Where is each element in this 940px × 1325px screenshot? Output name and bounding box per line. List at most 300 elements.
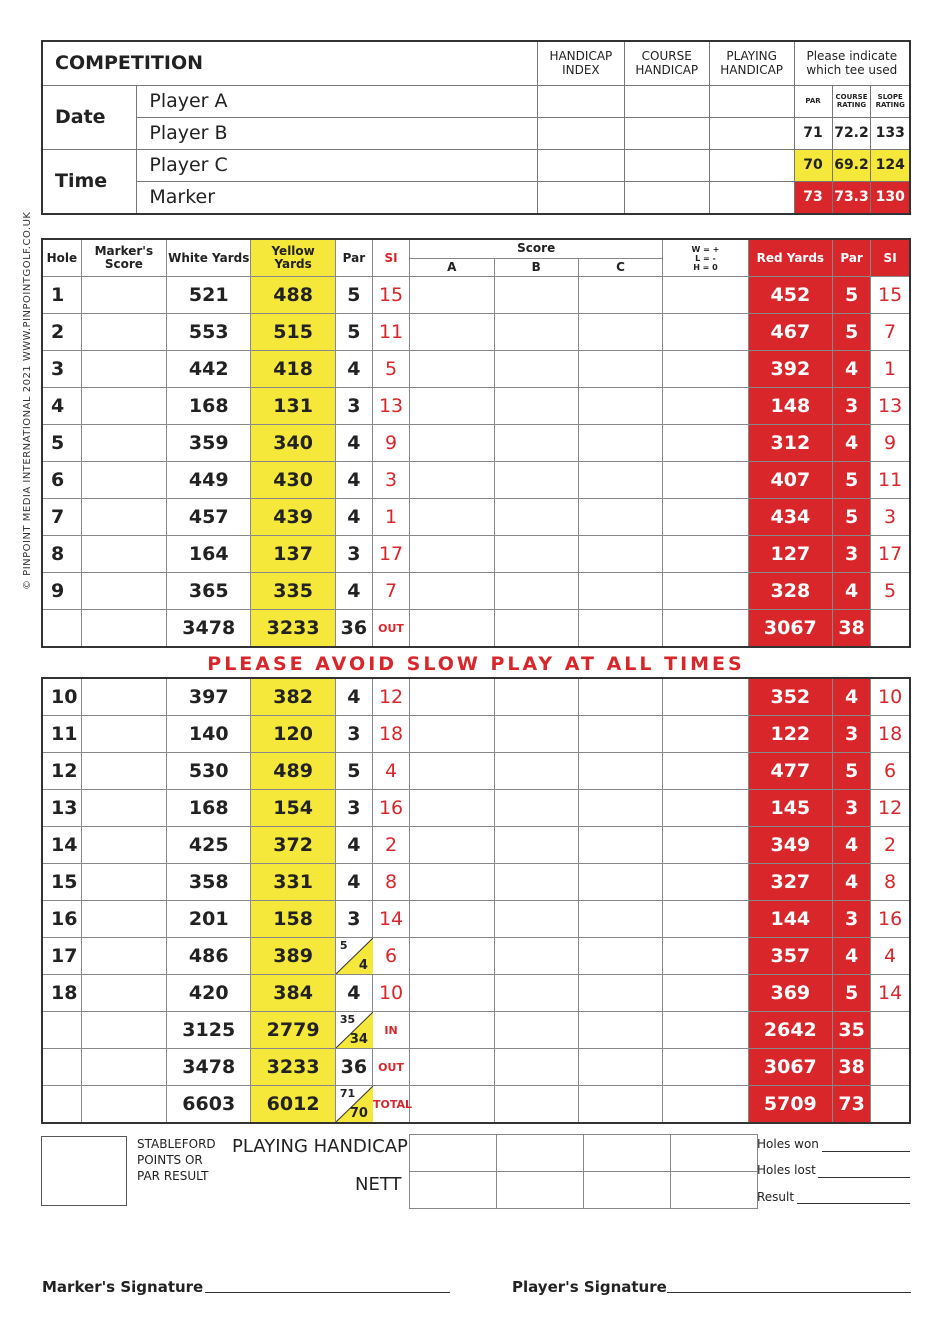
hole-row [42, 901, 910, 938]
score-c-cell[interactable] [578, 388, 662, 425]
white-tee-course-rating[interactable]: 72.2 [832, 117, 871, 149]
red-stroke-index: 11 [871, 462, 910, 499]
wlh-cell[interactable] [663, 388, 748, 425]
red-yards: 3067 [748, 1049, 832, 1086]
wlh-cell[interactable] [663, 351, 748, 388]
red-yards: 148 [748, 388, 832, 425]
score-c-cell[interactable] [578, 1086, 662, 1124]
hole-row [42, 351, 910, 388]
nett-wlh-cell[interactable] [671, 1172, 758, 1209]
stroke-index: 4 [372, 753, 409, 790]
player-a-course-handicap[interactable] [624, 85, 709, 117]
red-stroke-index: 1 [871, 351, 910, 388]
nett-b-cell[interactable] [497, 1172, 584, 1209]
red-stroke-index [871, 1049, 910, 1086]
red-tee-course-rating[interactable]: 73.3 [832, 181, 871, 214]
stroke-index: 15 [372, 277, 409, 314]
handicap-wlh-cell[interactable] [671, 1135, 758, 1172]
wlh-cell[interactable] [663, 938, 748, 975]
total-label: IN [372, 1012, 409, 1049]
player-c-handicap-index[interactable] [537, 149, 624, 181]
marker-score-cell[interactable] [81, 536, 166, 573]
hole-number [42, 1049, 81, 1086]
score-c-cell[interactable] [578, 938, 662, 975]
score-c-cell[interactable] [578, 610, 662, 648]
white-yards: 442 [167, 351, 251, 388]
score-c-cell[interactable] [578, 351, 662, 388]
wlh-cell[interactable] [663, 425, 748, 462]
par-value: 3 [335, 716, 372, 753]
player-c-course-handicap[interactable] [624, 149, 709, 181]
marker-score-cell[interactable] [81, 462, 166, 499]
stroke-index: 10 [372, 975, 409, 1012]
par-value: 5 [335, 753, 372, 790]
red-stroke-index: 15 [871, 277, 910, 314]
white-tee-slope-rating[interactable]: 133 [871, 117, 910, 149]
player-b-handicap-index[interactable] [537, 117, 624, 149]
red-par-header: Par [833, 239, 871, 277]
marker-score-cell[interactable] [81, 425, 166, 462]
yellow-yards: 3233 [251, 1049, 335, 1086]
score-a-cell[interactable] [410, 753, 494, 790]
slow-play-banner: PLEASE AVOID SLOW PLAY AT ALL TIMES [207, 653, 745, 675]
marker-score-cell[interactable] [81, 351, 166, 388]
red-par: 4 [833, 938, 871, 975]
red-yards: 477 [748, 753, 832, 790]
score-b-cell[interactable] [494, 314, 578, 351]
wlh-cell[interactable] [663, 1086, 748, 1124]
marker-course-handicap[interactable] [624, 181, 709, 214]
player-signature-label: Player's Signature [512, 1278, 667, 1296]
handicap-c-cell[interactable] [584, 1135, 671, 1172]
white-yards: 530 [167, 753, 251, 790]
marker-handicap-index[interactable] [537, 181, 624, 214]
score-b-cell[interactable] [494, 716, 578, 753]
red-par: 73 [833, 1086, 871, 1124]
hole-number: 14 [42, 827, 81, 864]
score-b-cell[interactable] [494, 573, 578, 610]
red-par: 3 [833, 716, 871, 753]
stroke-index: 3 [372, 462, 409, 499]
nett-a-cell[interactable] [410, 1172, 497, 1209]
red-yards: 467 [748, 314, 832, 351]
white-yards: 359 [167, 425, 251, 462]
out-total-row [42, 1049, 910, 1086]
par-value: 4 [335, 678, 372, 716]
yellow-yards: 430 [251, 462, 335, 499]
yellow-yards: 154 [251, 790, 335, 827]
hole-number: 17 [42, 938, 81, 975]
par-value: 4 [335, 425, 372, 462]
score-c-cell[interactable] [578, 277, 662, 314]
player-a-label: Player A [137, 85, 538, 117]
hole-header: Hole [42, 239, 81, 277]
tee-col-course-rating: COURSE RATING [832, 85, 871, 117]
score-a-cell[interactable] [410, 462, 494, 499]
score-a-cell[interactable] [410, 827, 494, 864]
wlh-cell[interactable] [663, 573, 748, 610]
score-b-cell[interactable] [494, 790, 578, 827]
hole-row [42, 573, 910, 610]
red-yards: 144 [748, 901, 832, 938]
score-b-cell[interactable] [494, 827, 578, 864]
score-a-cell[interactable] [410, 716, 494, 753]
time-label: Time [42, 149, 137, 214]
hole-row [42, 536, 910, 573]
player-b-label: Player B [137, 117, 538, 149]
score-b-cell[interactable] [494, 678, 578, 716]
yellow-yards: 137 [251, 536, 335, 573]
par-value: 3 [335, 790, 372, 827]
handicap-a-cell[interactable] [410, 1135, 497, 1172]
red-stroke-index: 3 [871, 499, 910, 536]
red-yards: 407 [748, 462, 832, 499]
player-c-label: Player C [137, 149, 538, 181]
wlh-cell[interactable] [663, 1012, 748, 1049]
wlh-cell[interactable] [663, 277, 748, 314]
wlh-cell[interactable] [663, 864, 748, 901]
stroke-index: 6 [372, 938, 409, 975]
yellow-yards: 158 [251, 901, 335, 938]
score-c-cell[interactable] [578, 827, 662, 864]
white-tee-par[interactable]: 71 [794, 117, 832, 149]
score-b-cell[interactable] [494, 1012, 578, 1049]
par-value: 4 [335, 462, 372, 499]
marker-score-cell[interactable] [81, 610, 166, 648]
playing-handicap-label: PLAYING HANDICAP [232, 1136, 408, 1157]
wlh-cell[interactable] [663, 716, 748, 753]
hole-row [42, 462, 910, 499]
grand-total-row [42, 1086, 910, 1124]
score-a-cell[interactable] [410, 314, 494, 351]
score-b-cell[interactable] [494, 901, 578, 938]
score-a-cell[interactable] [410, 938, 494, 975]
red-stroke-index: 16 [871, 901, 910, 938]
score-b-cell[interactable] [494, 499, 578, 536]
score-b-cell[interactable] [494, 277, 578, 314]
hole-row [42, 388, 910, 425]
score-c-cell[interactable] [578, 1049, 662, 1086]
score-b-cell[interactable] [494, 536, 578, 573]
hole-number: 5 [42, 425, 81, 462]
yellow-yards: 418 [251, 351, 335, 388]
wlh-cell[interactable] [663, 536, 748, 573]
stroke-index: 17 [372, 536, 409, 573]
score-a-cell[interactable] [410, 610, 494, 648]
score-a-cell[interactable] [410, 351, 494, 388]
hole-number: 4 [42, 388, 81, 425]
score-c-cell[interactable] [578, 678, 662, 716]
red-yards: 357 [748, 938, 832, 975]
stroke-index: 16 [372, 790, 409, 827]
wlh-cell[interactable] [663, 790, 748, 827]
wlh-cell[interactable] [663, 975, 748, 1012]
hole-number: 10 [42, 678, 81, 716]
out-total-row [42, 610, 910, 648]
red-yards: 349 [748, 827, 832, 864]
red-par: 5 [833, 462, 871, 499]
par-value: 36 [335, 1049, 372, 1086]
white-yards: 201 [167, 901, 251, 938]
yellow-yards: 488 [251, 277, 335, 314]
wlh-cell[interactable] [663, 1049, 748, 1086]
marker-score-cell[interactable] [81, 573, 166, 610]
wlh-cell[interactable] [663, 753, 748, 790]
marker-score-cell[interactable] [81, 901, 166, 938]
result-line[interactable] [797, 1203, 910, 1204]
wlh-cell[interactable] [663, 462, 748, 499]
score-b-cell[interactable] [494, 975, 578, 1012]
marker-score-cell[interactable] [81, 277, 166, 314]
white-yards: 449 [167, 462, 251, 499]
red-yards-header: Red Yards [748, 239, 832, 277]
score-a-cell[interactable] [410, 536, 494, 573]
red-par: 4 [833, 573, 871, 610]
hole-row [42, 864, 910, 901]
score-a-cell[interactable] [410, 975, 494, 1012]
yellow-yards: 382 [251, 678, 335, 716]
score-c-cell[interactable] [578, 790, 662, 827]
hole-number: 1 [42, 277, 81, 314]
hole-row [42, 938, 910, 975]
red-stroke-index: 10 [871, 678, 910, 716]
score-b-cell[interactable] [494, 753, 578, 790]
score-c-cell[interactable] [578, 753, 662, 790]
hole-number: 3 [42, 351, 81, 388]
si-header: SI [372, 239, 409, 277]
back-nine-table [41, 677, 911, 1124]
red-yards: 127 [748, 536, 832, 573]
score-c-cell[interactable] [578, 716, 662, 753]
red-stroke-index: 7 [871, 314, 910, 351]
marker-score-cell[interactable] [81, 388, 166, 425]
marker-score-cell[interactable] [81, 864, 166, 901]
score-a-cell[interactable] [410, 1049, 494, 1086]
marker-score-cell[interactable] [81, 790, 166, 827]
stroke-index: 13 [372, 388, 409, 425]
nett-c-cell[interactable] [584, 1172, 671, 1209]
marker-signature-line[interactable] [205, 1292, 450, 1293]
nett-label: NETT [355, 1174, 402, 1195]
player-a-handicap-index[interactable] [537, 85, 624, 117]
score-c-cell[interactable] [578, 901, 662, 938]
score-b-cell[interactable] [494, 1086, 578, 1124]
wlh-cell[interactable] [663, 901, 748, 938]
player-b-course-handicap[interactable] [624, 117, 709, 149]
red-stroke-index [871, 1086, 910, 1124]
hole-row [42, 425, 910, 462]
player-c-playing-handicap[interactable] [709, 149, 794, 181]
white-yards: 6603 [167, 1086, 251, 1124]
red-yards: 3067 [748, 610, 832, 648]
hole-number: 2 [42, 314, 81, 351]
white-yards: 164 [167, 536, 251, 573]
score-c-cell[interactable] [578, 975, 662, 1012]
wlh-header: W = + L = - H = 0 [663, 239, 748, 277]
holes-won-label: Holes won [757, 1137, 819, 1151]
red-par: 35 [833, 1012, 871, 1049]
white-yards: 425 [167, 827, 251, 864]
red-yards: 5709 [748, 1086, 832, 1124]
red-par: 38 [833, 610, 871, 648]
par-value: 5 [335, 314, 372, 351]
marker-score-cell[interactable] [81, 314, 166, 351]
stroke-index: 9 [372, 425, 409, 462]
yellow-tee-slope-rating[interactable]: 124 [871, 149, 910, 181]
holes-lost-label: Holes lost [757, 1163, 816, 1177]
marker-score-cell[interactable] [81, 827, 166, 864]
score-c-cell[interactable] [578, 499, 662, 536]
score-c-cell[interactable] [578, 573, 662, 610]
red-yards: 369 [748, 975, 832, 1012]
red-tee-par[interactable]: 73 [794, 181, 832, 214]
marker-playing-handicap[interactable] [709, 181, 794, 214]
score-a-cell[interactable] [410, 573, 494, 610]
wlh-cell[interactable] [663, 499, 748, 536]
yellow-yards: 120 [251, 716, 335, 753]
wlh-cell[interactable] [663, 314, 748, 351]
player-b-playing-handicap[interactable] [709, 117, 794, 149]
marker-score-cell[interactable] [81, 499, 166, 536]
white-yards: 168 [167, 790, 251, 827]
score-a-cell[interactable] [410, 790, 494, 827]
red-par: 5 [833, 753, 871, 790]
marker-score-cell[interactable] [81, 1049, 166, 1086]
wlh-cell[interactable] [663, 610, 748, 648]
score-a-cell[interactable] [410, 388, 494, 425]
red-par: 5 [833, 499, 871, 536]
total-label: OUT [372, 610, 409, 648]
red-stroke-index: 18 [871, 716, 910, 753]
holes-won-line[interactable] [822, 1151, 910, 1152]
marker-score-cell[interactable] [81, 1012, 166, 1049]
player-a-playing-handicap[interactable] [709, 85, 794, 117]
par-value: 4 [335, 975, 372, 1012]
red-stroke-index: 6 [871, 753, 910, 790]
score-b-cell[interactable] [494, 938, 578, 975]
marker-score-cell[interactable] [81, 1086, 166, 1124]
score-a-cell[interactable] [410, 1012, 494, 1049]
score-c-cell[interactable] [578, 462, 662, 499]
par-white-value: 71 [339, 1087, 356, 1100]
marker-score-cell[interactable] [81, 975, 166, 1012]
red-stroke-index: 17 [871, 536, 910, 573]
stroke-index: 2 [372, 827, 409, 864]
yellow-yards: 389 [251, 938, 335, 975]
handicap-index-header: HANDICAP INDEX [537, 41, 624, 85]
front-nine-table [41, 238, 911, 648]
yellow-tee-course-rating[interactable]: 69.2 [832, 149, 871, 181]
hole-row [42, 716, 910, 753]
red-par: 3 [833, 388, 871, 425]
score-a-cell[interactable] [410, 425, 494, 462]
marker-score-cell[interactable] [81, 938, 166, 975]
white-yards: 521 [167, 277, 251, 314]
stroke-index: 14 [372, 901, 409, 938]
score-b-cell[interactable] [494, 351, 578, 388]
holes-lost-line[interactable] [818, 1177, 910, 1178]
par-value: 5 [335, 277, 372, 314]
hole-row [42, 753, 910, 790]
marker-score-cell[interactable] [81, 753, 166, 790]
score-a-cell[interactable] [410, 499, 494, 536]
par-value: 3 [335, 901, 372, 938]
red-yards: 145 [748, 790, 832, 827]
hole-number [42, 1086, 81, 1124]
par-white-value: 35 [339, 1013, 356, 1026]
yellow-yards: 489 [251, 753, 335, 790]
score-c-cell[interactable] [578, 314, 662, 351]
hole-number: 11 [42, 716, 81, 753]
white-yards-header: White Yards [167, 239, 251, 277]
par-value: 3 [335, 536, 372, 573]
red-stroke-index: 8 [871, 864, 910, 901]
marker-score-cell[interactable] [81, 716, 166, 753]
hole-number [42, 1012, 81, 1049]
hole-row [42, 314, 910, 351]
yellow-yards: 384 [251, 975, 335, 1012]
hole-number: 7 [42, 499, 81, 536]
hole-number: 9 [42, 573, 81, 610]
red-tee-slope-rating[interactable]: 130 [871, 181, 910, 214]
yellow-yards: 6012 [251, 1086, 335, 1124]
white-yards: 457 [167, 499, 251, 536]
score-b-cell[interactable] [494, 462, 578, 499]
par-value: 4 [335, 573, 372, 610]
score-b-header: B [494, 258, 578, 277]
score-b-cell[interactable] [494, 388, 578, 425]
total-label: TOTAL [372, 1086, 409, 1124]
red-stroke-index: 14 [871, 975, 910, 1012]
bottom-score-grid [409, 1134, 758, 1209]
player-signature-line[interactable] [667, 1292, 911, 1293]
score-b-cell[interactable] [494, 425, 578, 462]
score-c-cell[interactable] [578, 864, 662, 901]
par-value: 4 [335, 864, 372, 901]
red-stroke-index: 12 [871, 790, 910, 827]
header-table [41, 40, 911, 215]
par-value [335, 938, 372, 975]
handicap-b-cell[interactable] [497, 1135, 584, 1172]
score-b-cell[interactable] [494, 610, 578, 648]
score-a-cell[interactable] [410, 901, 494, 938]
white-yards: 3125 [167, 1012, 251, 1049]
wlh-cell[interactable] [663, 678, 748, 716]
marker-score-cell[interactable] [81, 678, 166, 716]
red-yards: 2642 [748, 1012, 832, 1049]
yellow-tee-par[interactable]: 70 [794, 149, 832, 181]
score-a-cell[interactable] [410, 1086, 494, 1124]
hole-number: 18 [42, 975, 81, 1012]
score-b-cell[interactable] [494, 864, 578, 901]
red-par: 4 [833, 827, 871, 864]
red-yards: 452 [748, 277, 832, 314]
score-c-cell[interactable] [578, 425, 662, 462]
score-c-cell[interactable] [578, 536, 662, 573]
red-stroke-index [871, 610, 910, 648]
wlh-cell[interactable] [663, 827, 748, 864]
marker-score-header: Marker's Score [81, 239, 166, 277]
score-a-cell[interactable] [410, 678, 494, 716]
red-stroke-index: 9 [871, 425, 910, 462]
red-par: 4 [833, 425, 871, 462]
score-b-cell[interactable] [494, 1049, 578, 1086]
score-c-cell[interactable] [578, 1012, 662, 1049]
score-a-cell[interactable] [410, 864, 494, 901]
stableford-box[interactable] [41, 1136, 127, 1206]
red-par: 5 [833, 314, 871, 351]
score-a-cell[interactable] [410, 277, 494, 314]
